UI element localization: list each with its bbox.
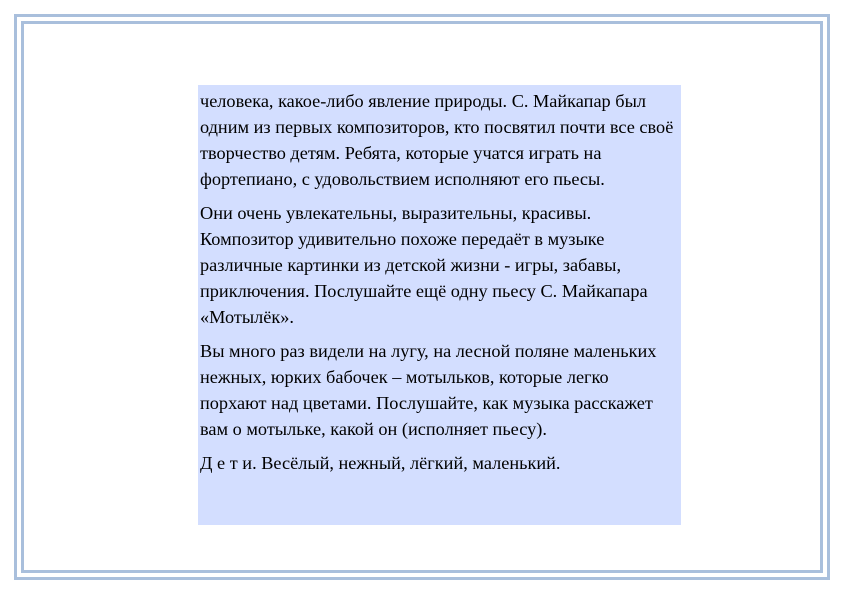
paragraph-intro: человека, какое-либо явление природы. С. Майкапар был одним из первых композиторов, кто посвятил почти все своё творчество детям. Ребята, которые учатся играть на фортепиано, с удовольствием исполняют его пьесы.: [200, 91, 674, 189]
paragraph-description: Они очень увлекательны, выразительны, красивы. Композитор удивительно похоже передаёт в музыке различные картинки из детской жизни - игры, забавы, приключения. Послушайте ещё одну пьесу С. Майкапара «Мотылёк».: [200, 203, 648, 327]
paragraph-butterflies: Вы много раз видели на лугу, на лесной поляне маленьких нежных, юрких бабочек – мотыльков, которые легко порхают над цветами. Послушайте, как музыка расскажет вам о мотыльке, какой он (исполняет пьесу).: [200, 341, 657, 439]
text-box: [198, 85, 681, 525]
paragraph-children-answer: Д е т и. Весёлый, нежный, лёгкий, маленький.: [200, 453, 561, 473]
